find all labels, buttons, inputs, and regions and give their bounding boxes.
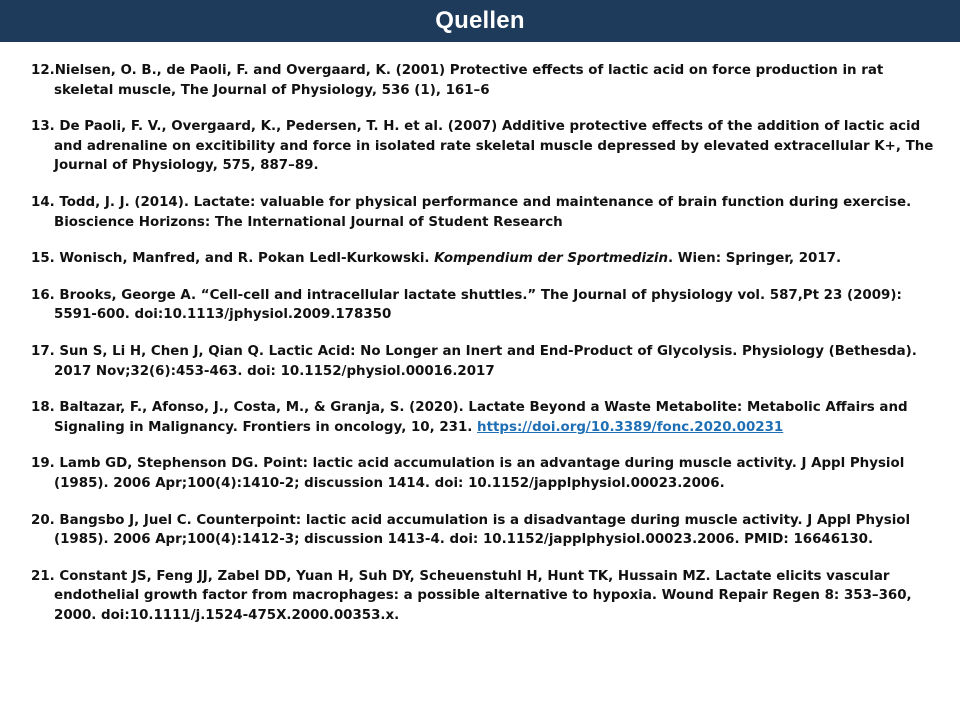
reference-text: 19. Lamb GD, Stephenson DG. Point: lactic acid accumulation is an advantage during muscle activity. J Appl Physiol (1985). 2006 Apr;100(4):1410-2; discussion 1414. doi: 10.1152/japplphysiol.00023.2006. xyxy=(31,456,905,491)
reference-text: 17. Sun S, Li H, Chen J, Qian Q. Lactic Acid: No Longer an Inert and End-Product of Glycolysis. Physiology (Bethesda). 2017 Nov;32(6):453-463. doi: 10.1152/physiol.00016.2017 xyxy=(31,343,917,379)
reference-item xyxy=(31,567,936,626)
page-title: Quellen xyxy=(435,7,525,34)
reference-item xyxy=(31,286,936,325)
reference-text: 15. Wonisch, Manfred, and R. Pokan Ledl-Kurkowski. xyxy=(31,251,435,267)
reference-item xyxy=(31,398,936,437)
reference-item xyxy=(31,117,936,176)
reference-title-italic: Kompendium der Sportmedizin xyxy=(434,251,668,267)
reference-item xyxy=(31,454,936,493)
reference-item xyxy=(31,511,936,550)
reference-text: 21. Constant JS, Feng JJ, Zabel DD, Yuan H, Suh DY, Scheuenstuhl H, Hunt TK, Hussain MZ. Lactate elicits vascular endothelial growth factor from macrophages: a possible alternative to hypoxia. Wound Repair Regen 8: 353–360, 2000. doi:10.1111/j.1524-475X.2000.00353.x. xyxy=(31,568,912,623)
reference-item xyxy=(31,342,936,381)
reference-list xyxy=(31,61,936,642)
reference-doi-link[interactable]: https://doi.org/10.3389/fonc.2020.00231 xyxy=(477,419,784,435)
reference-item xyxy=(31,61,936,100)
header-bar xyxy=(0,0,960,42)
reference-item xyxy=(31,193,936,232)
reference-text: 12.Nielsen, O. B., de Paoli, F. and Overgaard, K. (2001) Protective effects of lactic acid on force production in rat skeletal muscle, The Journal of Physiology, 536 (1), 161–6 xyxy=(31,63,884,98)
reference-text: 16. Brooks, George A. “Cell-cell and intracellular lactate shuttles.” The Journal of physiology vol. 587,Pt 23 (2009): 5591-600. doi:10.1113/jphysiol.2009.178350 xyxy=(31,287,902,323)
reference-text: 18. Baltazar, F., Afonso, J., Costa, M., & Granja, S. (2020). Lactate Beyond a Waste Metabolite: Metabolic Affairs and Signaling in Malignancy. Frontiers in oncology, 10, 231. xyxy=(31,400,908,435)
reference-text: 14. Todd, J. J. (2014). Lactate: valuable for physical performance and maintenance of brain function during exercise. Bioscience Horizons: The International Journal of Student Research xyxy=(31,194,912,230)
reference-text: . Wien: Springer, 2017. xyxy=(667,251,842,267)
reference-text: 13. De Paoli, F. V., Overgaard, K., Pedersen, T. H. et al. (2007) Additive protective effects of the addition of lactic acid and adrenaline on excitibility and force in isolated rate skeletal muscle depressed by elevated extracellular K+, The Journal of Physiology, 575, 887–89. xyxy=(31,119,934,174)
reference-item xyxy=(31,249,936,269)
reference-text: 20. Bangsbo J, Juel C. Counterpoint: lactic acid accumulation is a disadvantage during muscle activity. J Appl Physiol (1985). 2006 Apr;100(4):1412-3; discussion 1413-4. doi: 10.1152/japplphysiol.00023.2006. PMID: 16646130. xyxy=(31,512,911,548)
